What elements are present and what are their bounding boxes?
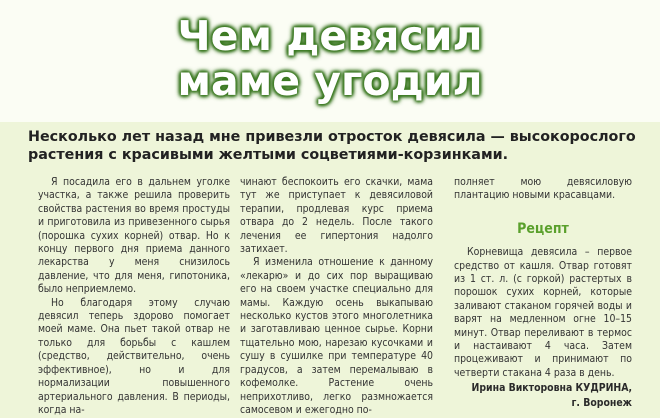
paragraph: Я посадила его в дальнем уголке участка, а также решила проверить свойства растения во время простуды и приготовила из привезенного сырья (порошка сухих корней) отвар. Но к концу первого дня приема данного лекарства у меня снизилось давление, что для меня, гипотоника, было неприемлемо. bbox=[38, 176, 230, 296]
recipe-text: Корневища девясила – первое средство от кашля. Отвар готовят из 1 ст. л. (с горкой) растертых в порошок сухих корней, которые заливают стаканом горячей воды и варят на медленном огне 10–15 минут. Отвар переливают в термос и настаивают 4 часа. Затем процеживают и принимают по четверти стакана 4 раза в день. bbox=[454, 246, 632, 379]
article-column-3 bbox=[454, 176, 632, 410]
paragraph-continued: чинают беспокоить его скачки, мама тут же приступает к девясиловой терапии, продлевая курс приема отвара до 2 недель. После такого лечения ее гипертония надолго затихает. bbox=[240, 176, 433, 256]
paragraph-continued: полняет мою девясиловую плантацию новыми красавцами. bbox=[454, 176, 632, 202]
paragraph: Я изменила отношение к данному «лекарю» и до сих пор выращиваю его на своем участке специально для мамы. Каждую осень выкапываю несколько кустов этого многолетника и заготавливаю ценное сырье. Корни тщательно мою, нарезаю кусочками и сушу в сушилке при температуре 40 градусов, а затем перемалываю в кофемолке. Растение очень неприхотливо, легко размножается самосевом и ежегодно по- bbox=[240, 256, 433, 416]
paragraph: Но благодаря этому случаю девясил теперь здорово помогает моей маме. Она пьет такой отвар не только для борьбы с кашлем (средство, действительно, очень эффективное), но и для нормализации повышенного артериального давления. В периоды, когда на- bbox=[38, 296, 230, 416]
title-area bbox=[0, 0, 660, 122]
recipe-heading: Рецепт bbox=[517, 220, 569, 237]
headline-line-2: маме угодил bbox=[177, 57, 483, 105]
author-name: Ирина Викторовна КУДРИНА, bbox=[471, 382, 632, 395]
author-city: г. Воронеж bbox=[571, 397, 632, 410]
headline-line-1: Чем девясил bbox=[177, 12, 483, 60]
article-column-2 bbox=[240, 176, 433, 417]
article-column-1 bbox=[38, 176, 230, 417]
lead-paragraph: Несколько лет назад мне привезли отросток девясила — высокорослого растения с красивыми желтыми соцветиями-корзинками. bbox=[28, 129, 636, 163]
